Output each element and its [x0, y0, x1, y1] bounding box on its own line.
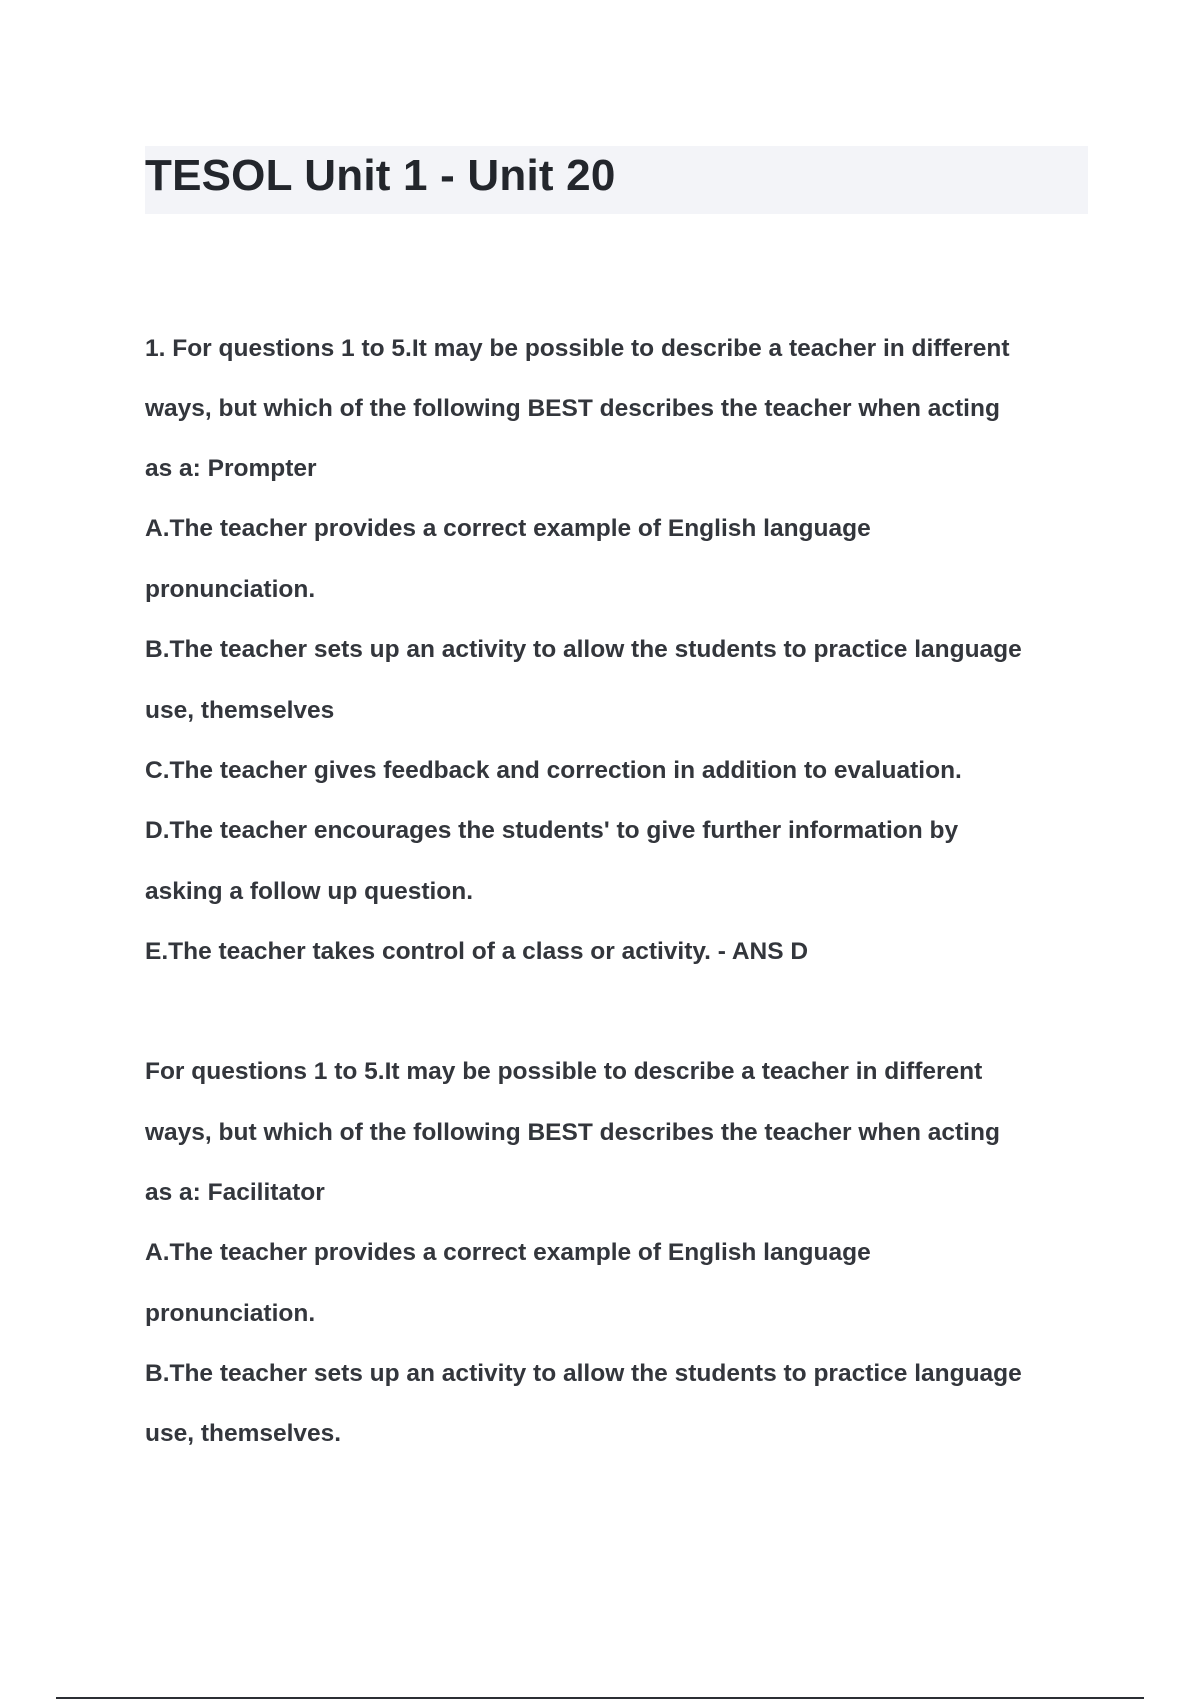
question-1-stem-line-2: ways, but which of the following BEST describes the teacher when acting	[145, 395, 1000, 422]
question-1-option-a-line-1: A.The teacher provides a correct example of English language	[145, 515, 871, 542]
page-title: TESOL Unit 1 - Unit 20	[145, 151, 616, 200]
question-1-option-c-line-1: C.The teacher gives feedback and correction in addition to evaluation.	[145, 757, 962, 784]
question-2-stem-line-2: ways, but which of the following BEST describes the teacher when acting	[145, 1119, 1000, 1146]
title-banner	[145, 146, 1088, 214]
question-1-option-b-line-2: use, themselves	[145, 697, 335, 724]
question-1-stem-line-1: 1. For questions 1 to 5.It may be possible to describe a teacher in different	[145, 335, 1010, 362]
question-1-option-e-line-1: E.The teacher takes control of a class or activity. - ANS D	[145, 938, 809, 965]
question-1-stem-line-3: as a: Prompter	[145, 455, 317, 482]
question-1-option-a-line-2: pronunciation.	[145, 576, 316, 603]
question-2-option-a-line-2: pronunciation.	[145, 1300, 316, 1327]
question-1-option-b-line-1: B.The teacher sets up an activity to allow the students to practice language	[145, 636, 1022, 663]
question-2-option-a-line-1: A.The teacher provides a correct example of English language	[145, 1239, 871, 1266]
question-1-option-d-line-1: D.The teacher encourages the students' to give further information by	[145, 817, 959, 844]
question-2-option-b-line-2: use, themselves.	[145, 1420, 342, 1447]
question-2-stem-line-1: For questions 1 to 5.It may be possible to describe a teacher in different	[145, 1058, 983, 1085]
question-1-option-d-line-2: asking a follow up question.	[145, 878, 474, 905]
bottom-divider	[56, 1697, 1144, 1699]
question-2-stem-line-3: as a: Facilitator	[145, 1179, 325, 1206]
question-2-option-b-line-1: B.The teacher sets up an activity to allow the students to practice language	[145, 1360, 1022, 1387]
